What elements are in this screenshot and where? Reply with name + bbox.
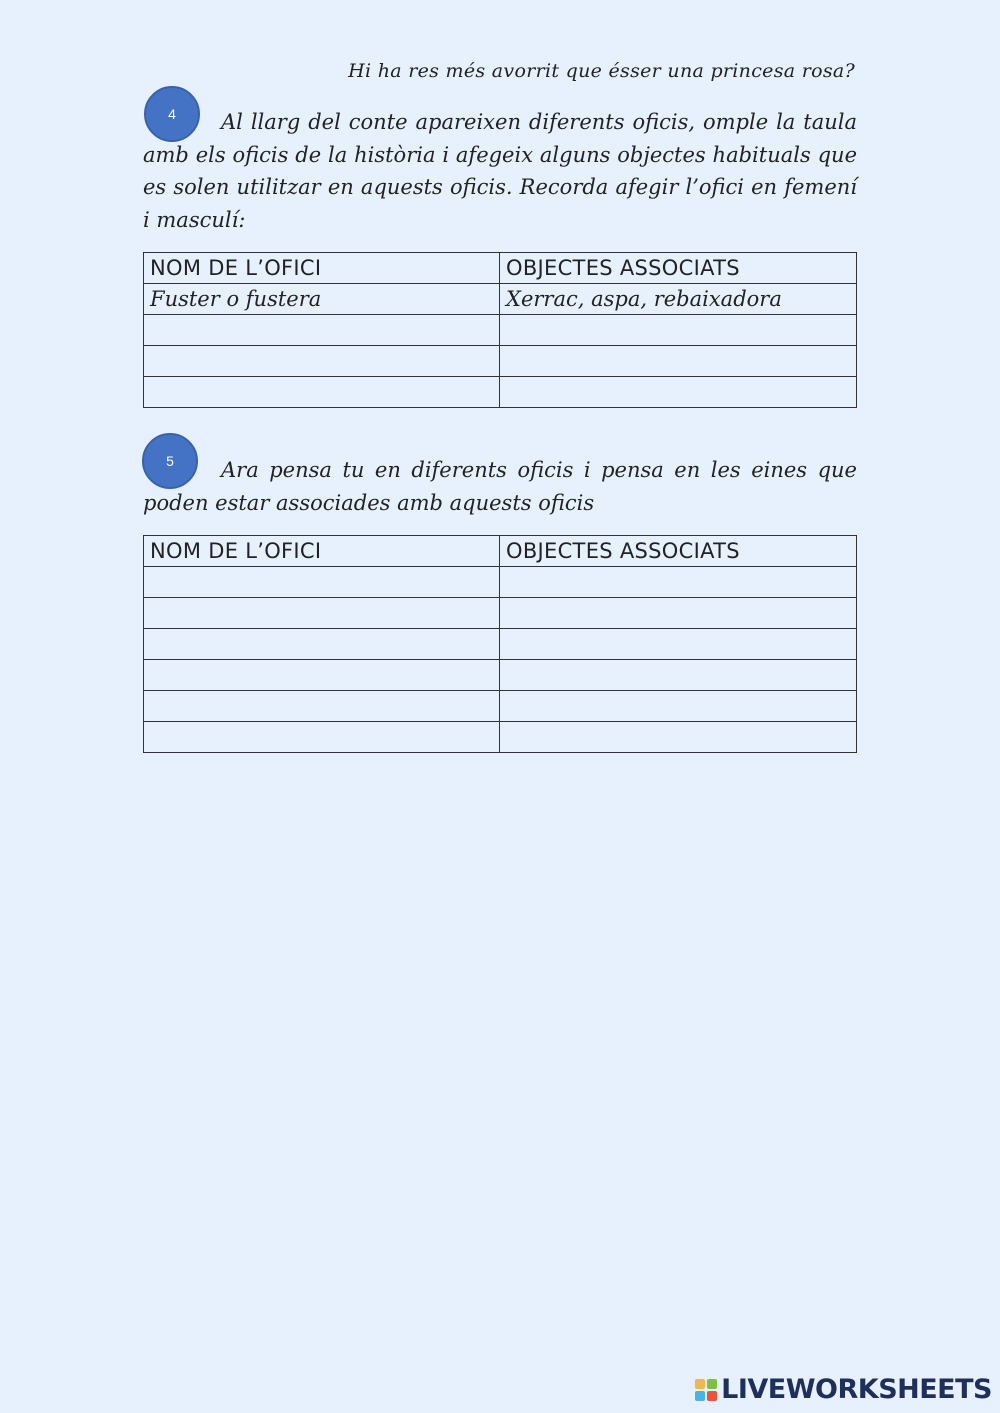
trade-cell[interactable] (144, 567, 500, 598)
question-4-instructions: Al llarg del conte apareixen diferents oficis, omple la taula amb els oficis de la història i afegeix alguns objectes habituals que es solen utilitzar en aquests oficis. Recorda afegir l’ofici en femení i masculí: (143, 110, 857, 232)
column-header-trade: NOM DE L’OFICI (144, 253, 500, 284)
table-row (144, 346, 857, 377)
table-row (144, 660, 857, 691)
logo-square (707, 1391, 717, 1401)
liveworksheets-logo (695, 1374, 992, 1405)
question-number-badge: 4 (144, 86, 200, 142)
table-row (144, 567, 857, 598)
table-row (144, 691, 857, 722)
trades-table-own (143, 535, 857, 753)
objects-cell[interactable] (500, 377, 857, 408)
objects-cell[interactable] (500, 598, 857, 629)
question-5-instructions: Ara pensa tu en diferents oficis i pensa en les eines que poden estar associades amb aquests oficis (143, 458, 857, 515)
table-row (144, 377, 857, 408)
trade-cell[interactable] (144, 660, 500, 691)
objects-cell[interactable]: Xerrac, aspa, rebaixadora (500, 284, 857, 315)
objects-cell[interactable] (500, 722, 857, 753)
table-row (144, 598, 857, 629)
trade-cell[interactable] (144, 629, 500, 660)
logo-grid-icon (695, 1379, 717, 1401)
column-header-objects: OBJECTES ASSOCIATS (500, 253, 857, 284)
trade-cell[interactable] (144, 315, 500, 346)
trade-cell[interactable] (144, 346, 500, 377)
table-row (144, 629, 857, 660)
trades-table-story (143, 252, 857, 408)
logo-square (695, 1391, 705, 1401)
logo-square (695, 1379, 705, 1389)
trade-cell[interactable] (144, 691, 500, 722)
table-row (144, 722, 857, 753)
trade-cell[interactable] (144, 377, 500, 408)
table-row (144, 284, 857, 315)
table-header-row (144, 253, 857, 284)
table-header-row (144, 536, 857, 567)
objects-cell[interactable] (500, 567, 857, 598)
trade-cell[interactable]: Fuster o fustera (144, 284, 500, 315)
objects-cell[interactable] (500, 691, 857, 722)
objects-cell[interactable] (500, 315, 857, 346)
page-subtitle: Hi ha res més avorrit que ésser una princesa rosa? (348, 60, 855, 82)
column-header-trade: NOM DE L’OFICI (144, 536, 500, 567)
logo-text: LIVEWORKSHEETS (721, 1374, 992, 1405)
objects-cell[interactable] (500, 346, 857, 377)
column-header-objects: OBJECTES ASSOCIATS (500, 536, 857, 567)
trade-cell[interactable] (144, 598, 500, 629)
table-row (144, 315, 857, 346)
objects-cell[interactable] (500, 660, 857, 691)
question-number-badge: 5 (142, 433, 198, 489)
objects-cell[interactable] (500, 629, 857, 660)
trade-cell[interactable] (144, 722, 500, 753)
logo-square (707, 1379, 717, 1389)
